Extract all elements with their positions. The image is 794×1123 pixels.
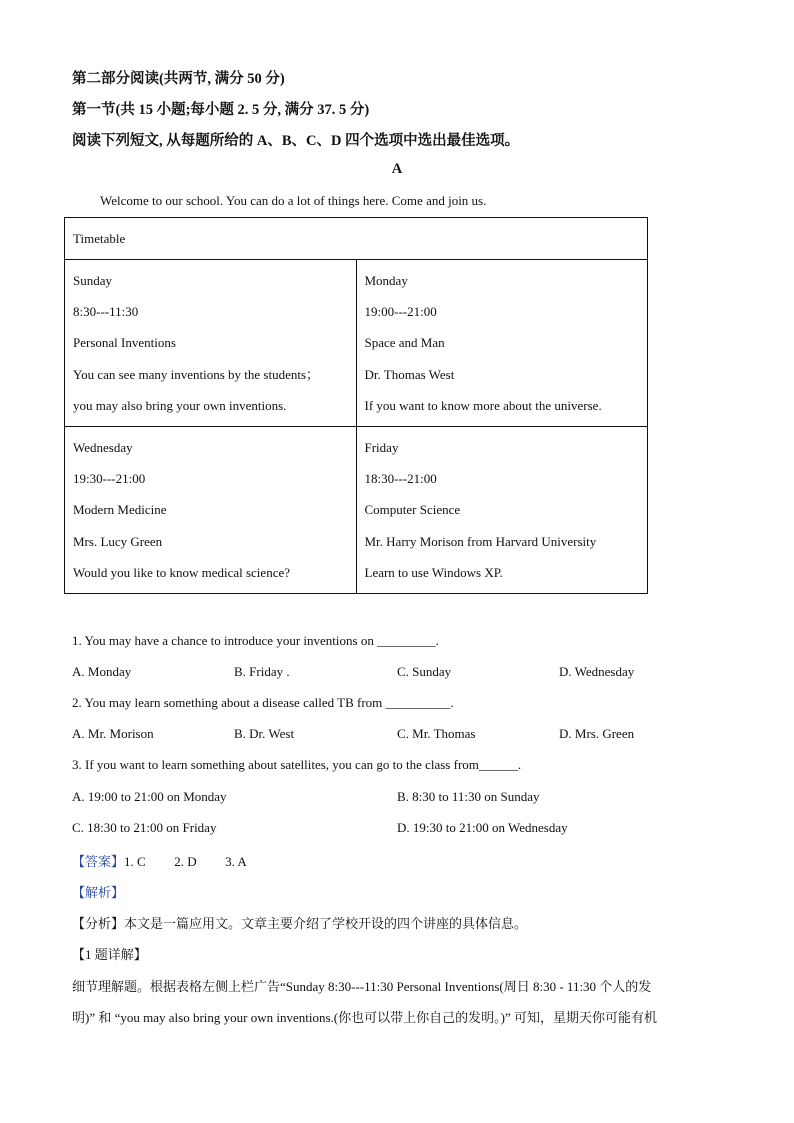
- cell-time: 19:00---21:00: [364, 304, 437, 320]
- cell-day: Wednesday: [73, 440, 133, 455]
- part-title: 第二部分阅读(共两节, 满分 50 分): [72, 71, 285, 87]
- analysis-summary-label: 【分析】: [72, 916, 125, 931]
- detail-line-2: 明)” 和 “you may also bring your own inventions.(你也可以带上你自己的发明。)” 可知，星期天你可能有机: [72, 1010, 657, 1025]
- cell-line: You can see many inventions by the students；: [73, 366, 320, 382]
- question-2-option-b: B. Dr. West: [234, 726, 295, 741]
- answer-item-1: 1. C: [124, 854, 146, 869]
- cell-topic: Computer Science: [364, 502, 461, 518]
- question-2-option-a: A. Mr. Morison: [72, 726, 154, 741]
- timetable-cell-wednesday: [65, 427, 357, 594]
- instruction: 阅读下列短文, 从每题所给的 A、B、C、D 四个选项中选出最佳选项。: [72, 133, 520, 149]
- timetable-cell-friday: [356, 427, 648, 594]
- passage-label: A: [391, 161, 403, 177]
- cell-day: Monday: [364, 273, 408, 288]
- timetable-cell-sunday: [65, 260, 357, 427]
- question-1-option-c: C. Sunday: [397, 664, 452, 679]
- cell-topic: Personal Inventions: [73, 335, 176, 351]
- detail-line-1: 细节理解题。根据表格左侧上栏广告“Sunday 8:30---11:30 Personal Inventions(周日 8:30 - 11:30 个人的发: [72, 979, 652, 994]
- question-3-option-d: D. 19:30 to 21:00 on Wednesday: [397, 820, 568, 835]
- timetable-title: Timetable: [73, 231, 126, 246]
- cell-day: Sunday: [73, 273, 112, 288]
- cell-line: you may also bring your own inventions.: [73, 397, 287, 413]
- cell-line: Learn to use Windows XP.: [364, 564, 503, 580]
- detail-label: 【1 题详解】: [72, 947, 147, 962]
- question-1-option-d: D. Wednesday: [559, 664, 635, 679]
- timetable-cell-monday: [356, 260, 648, 427]
- cell-line: Mr. Harry Morison from Harvard University: [364, 533, 597, 549]
- answer-row: [72, 851, 247, 870]
- timetable-title-cell: [65, 218, 648, 260]
- cell-line: Would you like to know medical science?: [73, 564, 291, 580]
- answer-item-2: 2. D: [174, 854, 197, 869]
- question-3-option-b: B. 8:30 to 11:30 on Sunday: [397, 789, 540, 804]
- question-1-option-a: A. Monday: [72, 664, 132, 679]
- answer-item-3: 3. A: [225, 854, 247, 869]
- analysis-summary-row: [72, 913, 527, 932]
- timetable: [64, 217, 648, 594]
- cell-line: If you want to know more about the universe.: [364, 397, 602, 413]
- question-1-option-b: B. Friday .: [234, 664, 290, 679]
- question-3-stem: 3. If you want to learn something about satellites, you can go to the class from______.: [72, 757, 522, 772]
- analysis-label: 【解析】: [72, 885, 125, 900]
- cell-line: Mrs. Lucy Green: [73, 533, 163, 549]
- question-3-option-c: C. 18:30 to 21:00 on Friday: [72, 820, 217, 835]
- section-title: 第一节(共 15 小题;每小题 2. 5 分, 满分 37. 5 分): [72, 102, 370, 118]
- question-2-stem: 2. You may learn something about a disease called TB from __________.: [72, 695, 454, 710]
- question-1-stem: 1. You may have a chance to introduce your inventions on _________.: [72, 633, 439, 648]
- question-2-option-c: C. Mr. Thomas: [397, 726, 476, 741]
- answer-label: 【答案】: [72, 854, 125, 869]
- cell-time: 19:30---21:00: [73, 471, 146, 487]
- question-3-option-a: A. 19:00 to 21:00 on Monday: [72, 789, 227, 804]
- cell-topic: Modern Medicine: [73, 502, 167, 518]
- cell-time: 8:30---11:30: [73, 304, 139, 320]
- passage-intro: Welcome to our school. You can do a lot of things here. Come and join us.: [100, 193, 487, 208]
- cell-day: Friday: [364, 440, 399, 455]
- cell-line: Dr. Thomas West: [364, 366, 455, 382]
- cell-time: 18:30---21:00: [364, 471, 437, 487]
- analysis-summary: 本文是一篇应用文。文章主要介绍了学校开设的四个讲座的具体信息。: [124, 916, 528, 931]
- question-2-option-d: D. Mrs. Green: [559, 726, 635, 741]
- cell-topic: Space and Man: [364, 335, 445, 351]
